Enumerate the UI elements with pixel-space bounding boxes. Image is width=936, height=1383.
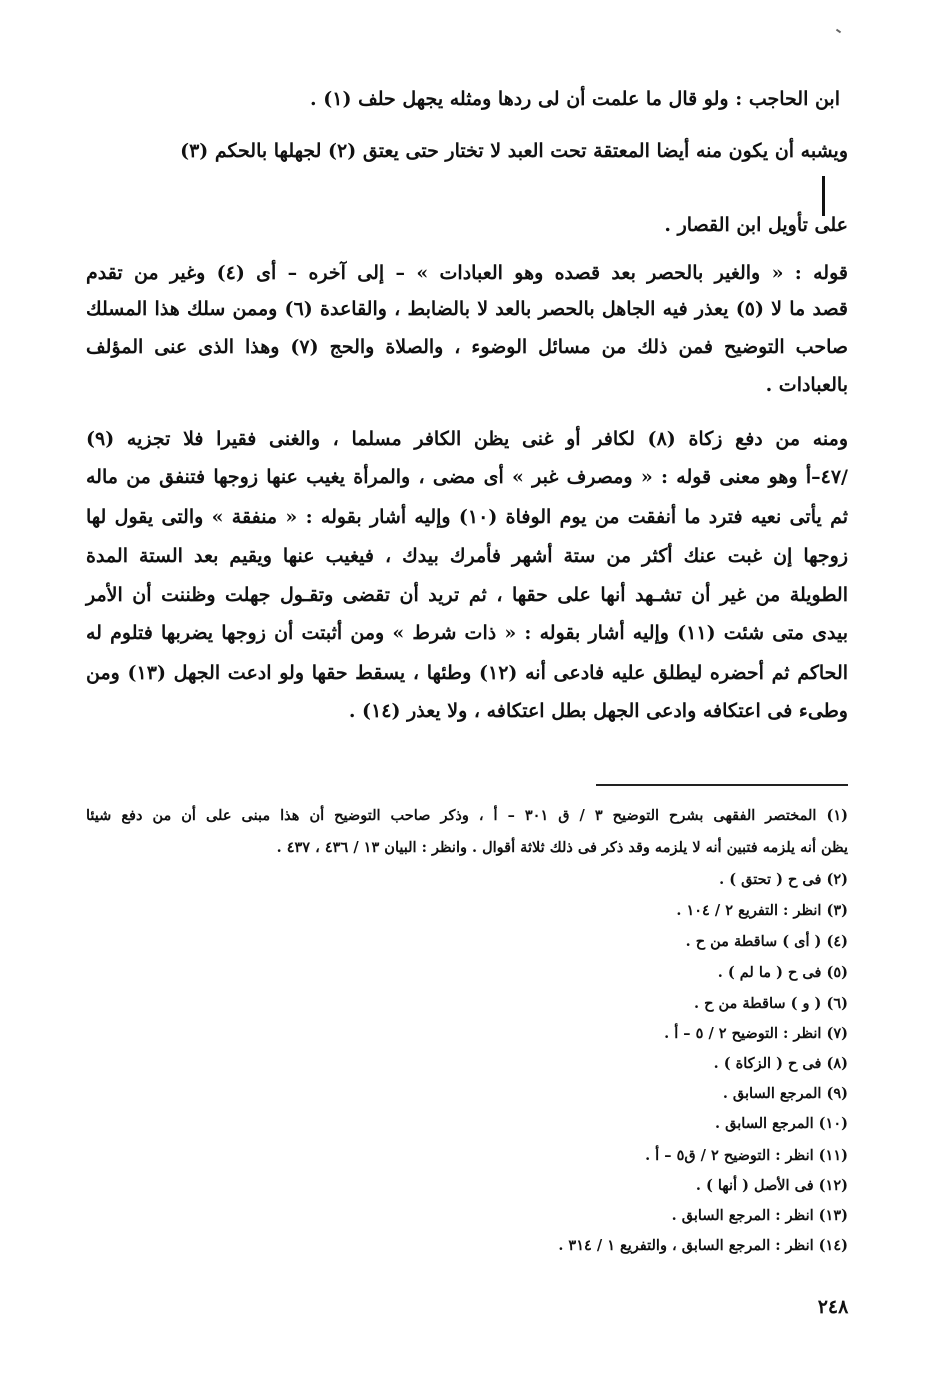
body-line-8: ومنه من دفع زكاة (٨) لكافر أو غنى يظن الكافر مسلما ، والغنى فقيرا فلا تجزيه (٩): [86, 428, 848, 450]
body-line-9: /٤٧–أ وهو معنى قوله : « ومصرف غبر » أى مضى ، والمرأة يغيب عنها زوجها فتنفق من ماله: [86, 466, 848, 488]
body-line-14: الحاكم ثم أحضره ليطلق عليه فادعى أنه (١٢) وطئها ، يسقط حقها ولو ادعت الجهل (١٣) ومن: [86, 662, 849, 684]
footnote-2: (٢) فى ح ( تحتق ) .: [719, 871, 848, 888]
footnote-8: (٨) فى ح ( الزكاة ) .: [713, 1055, 848, 1072]
footnote-3: (٣) انظر : التفريع ٢ / ١٠٤ .: [676, 902, 848, 919]
text-cursor-mark: [822, 176, 825, 216]
footnote-1-cont: يظن أنه يلزمه فتبين أنه لا يلزمه وقد ذكر فى ذلك ثلاثة أقوال . وانظر : البيان ١٣ / ٤٣٦ ، ٤٣٧ .: [276, 839, 848, 856]
body-line-12: الطويلة من غير أن تشـهد أنها على حقها ، ثم تريد أن تقضى وتقـول جهلت وظننت أن الأمر: [86, 584, 848, 606]
body-line-6: صاحب التوضيح فمن ذلك من مسائل الوضوء ، والصلاة والحج (٧) وهذا الذى عنى المؤلف: [86, 336, 848, 358]
body-line-3: على تأويل ابن القصار .: [664, 214, 848, 236]
footnote-separator: [596, 784, 848, 786]
footnote-10: (١٠) المرجع السابق .: [715, 1115, 848, 1132]
footnote-7: (٧) انظر : التوضيح ٢ / ٥ – أ .: [664, 1025, 848, 1042]
footnote-4: (٤) ( أى ) ساقطة من ح .: [685, 933, 848, 950]
page-number: ٢٤٨: [817, 1296, 849, 1318]
body-line-10: ثم يأتى نعيه فترد ما أنفقت من يوم الوفاة (١٠) وإليه أشار بقوله : « منفقة » والتى يقول لها: [86, 506, 849, 528]
scan-mark: [836, 29, 841, 34]
body-line-15: وطىء فى اعتكافه وادعى الجهل بطل اعتكافه ، ولا يعذر (١٤) .: [348, 700, 848, 722]
body-line-4: قوله : « والغير بالحصر بعد قصده وهو العبادات » – إلى آخره – أى (٤) وغير من تقدم: [86, 262, 848, 284]
body-line-1: ابن الحاجب : ولو قال ما علمت أن لى ردها ومثله يجهل حلف (١) .: [310, 88, 840, 110]
footnote-1: (١) المختصر الفقهى بشرح التوضيح ٣ / ق ٣٠١ – أ ، وذكر صاحب التوضيح أن هذا مبنى على أن من دفع شيئا: [86, 807, 848, 824]
footnote-13: (١٣) انظر : المرجع السابق .: [671, 1207, 848, 1224]
body-line-11: زوجها إن غبت عنك أكثر من ستة أشهر فأمرك بيدك ، فيغيب عنها ويقيم بعد الستة المدة: [86, 545, 848, 567]
footnote-5: (٥) فى ح ( ما لم ) .: [717, 964, 848, 981]
body-line-2: ويشبه أن يكون منه أيضا المعتقة تحت العبد لا تختار حتى يعتق (٢) لجهلها بالحكم (٣): [180, 140, 848, 162]
footnote-6: (٦) ( و ) ساقطة من ح .: [694, 995, 848, 1012]
body-line-13: بيدى متى شئت (١١) وإليه أشار بقوله : « ذات شرط » ومن أثبتت أن زوجها يضربها فتلوم له: [86, 622, 849, 644]
body-line-7: بالعبادات .: [765, 374, 848, 396]
footnote-11: (١١) انظر : التوضيح ٢ / ق٥ – أ .: [645, 1147, 848, 1164]
footnote-14: (١٤) انظر : المرجع السابق ، والتفريع ١ / ٣١٤ .: [558, 1237, 848, 1254]
footnote-9: (٩) المرجع السابق .: [722, 1085, 848, 1102]
footnote-12: (١٢) فى الأصل ( أنها ) .: [695, 1177, 848, 1194]
body-line-5: قصد ما لا (٥) يعذر فيه الجاهل بالحصر بالعد لا بالضابط ، والقاعدة (٦) وممن سلك هذا المسلك: [86, 298, 848, 320]
